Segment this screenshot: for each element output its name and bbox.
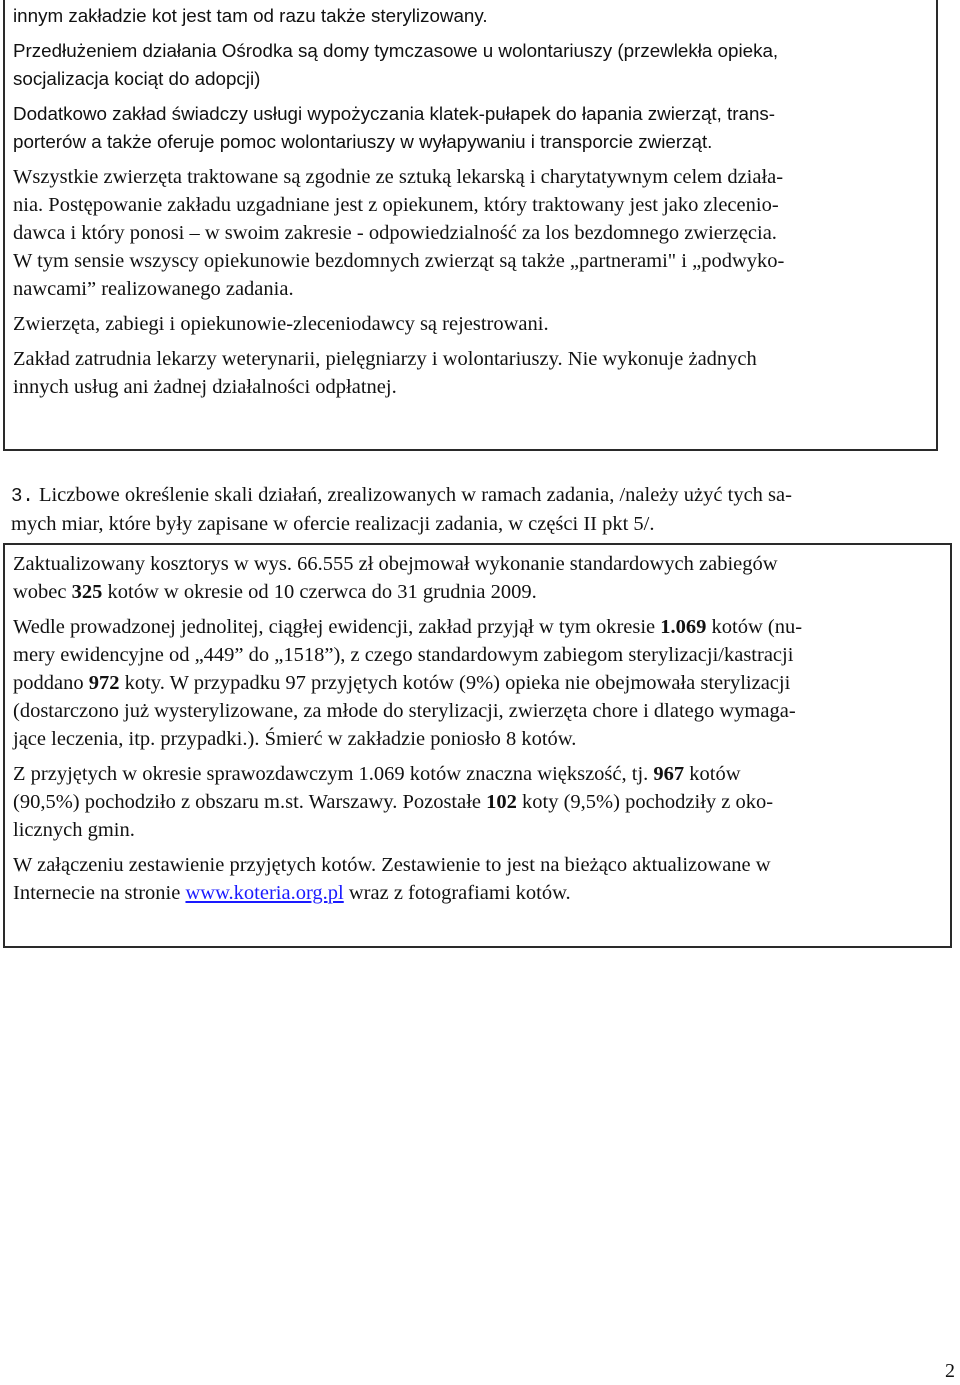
text-line: W tym sensie wszyscy opiekunowie bezdomnych zwierząt są także „partnerami" i „podwyko- — [13, 250, 785, 272]
text-line: mych miar, które były zapisane w ofercie realizacji zadania, w części II pkt 5/. — [11, 513, 655, 535]
section-3-heading — [11, 481, 956, 538]
text-line: jące leczenia, itp. przypadki.). Śmierć w zakładzie poniosło 8 kotów. — [13, 728, 577, 750]
text-line: W załączeniu zestawienie przyjętych kotów. Zestawienie to jest na bieżąco aktualizowane w — [13, 854, 771, 876]
text-line: licznych gmin. — [13, 819, 135, 841]
text-line: Dodatkowo zakład świadczy usługi wypożyczania klatek-pułapek do łapania zwierząt, trans- — [13, 103, 776, 124]
paragraph-budget — [13, 550, 944, 606]
text-line: dawca i który ponosi – w swoim zakresie - odpowiedzialność za los bezdomnego zwierzęcia. — [13, 222, 777, 244]
text-line: Zakład zatrudnia lekarzy weterynarii, pielęgniarzy i wolontariuszy. Nie wykonuje żadnych — [13, 348, 757, 370]
paragraph-registration — [13, 310, 930, 338]
bold-number: 972 — [88, 672, 120, 694]
text-line: innych usług ani żadnej działalności odpłatnej. — [13, 376, 397, 398]
text-line — [11, 481, 956, 510]
text-line: innym zakładzie kot jest tam od razu także sterylizowany. — [13, 5, 488, 26]
text-box-1 — [3, 0, 938, 451]
bold-number: 967 — [653, 763, 685, 785]
text-line: poddano 972 koty. W przypadku 97 przyjętych kotów (9%) opieka nie obejmowała sterylizacji — [13, 672, 791, 694]
text-line: Wedle prowadzonej jednolitej, ciągłej ewidencji, zakład przyjął w tym okresie 1.069 kotów (nu- — [13, 616, 803, 638]
section-text: Liczbowe określenie skali działań, zrealizowanych w ramach zadania, /należy użyć tych sa- — [38, 484, 792, 506]
paragraph-treatment — [13, 163, 930, 303]
paragraph-records — [13, 613, 944, 753]
text-line: Przedłużeniem działania Ośrodka są domy tymczasowe u wolontariuszy (przewlekła opieka, — [13, 40, 779, 61]
text-line: nawcami” realizowanego zadania. — [13, 278, 294, 300]
page-number: 2 — [945, 1360, 955, 1382]
bold-number: 1.069 — [660, 616, 707, 638]
text-box-2 — [3, 543, 952, 948]
paragraph-traps-rental — [13, 100, 930, 156]
text-line: (dostarczono już wysterylizowane, za młode do sterylizacji, zwierzęta chore i dlatego wymaga- — [13, 700, 796, 722]
text-line: wobec 325 kotów w okresie od 10 czerwca do 31 grudnia 2009. — [13, 581, 537, 603]
text-line: Z przyjętych w okresie sprawozdawczym 1.069 kotów znaczna większość, tj. 967 kotów — [13, 763, 741, 785]
paragraph-staff — [13, 345, 930, 401]
text-line: Internecie na stronie www.koteria.org.pl wraz z fotografiami kotów. — [13, 882, 571, 904]
bold-number: 102 — [486, 791, 517, 813]
text-line: porterów a także oferuje pomoc wolontariuszy w wyłapywaniu i transporcie zwierząt. — [13, 131, 713, 152]
text-line: nia. Postępowanie zakładu uzgadniane jest z opiekunem, który traktowany jest jako zlecenio- — [13, 194, 779, 216]
paragraph-sterilization — [13, 2, 930, 30]
text-line: Zaktualizowany kosztorys w wys. 66.555 zł obejmował wykonanie standardowych zabiegów — [13, 553, 778, 575]
text-line: Zwierzęta, zabiegi i opiekunowie-zleceniodawcy są rejestrowani. — [13, 313, 549, 335]
text-line: (90,5%) pochodziło z obszaru m.st. Warszawy. Pozostałe 102 koty (9,5%) pochodziły z oko- — [13, 791, 774, 813]
bold-number: 325 — [71, 581, 103, 603]
website-link[interactable]: www.koteria.org.pl — [185, 882, 344, 904]
text-line: mery ewidencyjne od „449” do „1518”), z czego standardowym zabiegom sterylizacji/kastracji — [13, 644, 794, 666]
paragraph-attachment — [13, 851, 944, 907]
text-line: socjalizacja kociąt do adopcji) — [13, 68, 261, 89]
section-number: 3. — [11, 485, 34, 507]
text-line: Wszystkie zwierzęta traktowane są zgodnie ze sztuką lekarską i charytatywnym celem działa- — [13, 166, 784, 188]
paragraph-foster-homes — [13, 37, 930, 93]
paragraph-origin — [13, 760, 944, 844]
